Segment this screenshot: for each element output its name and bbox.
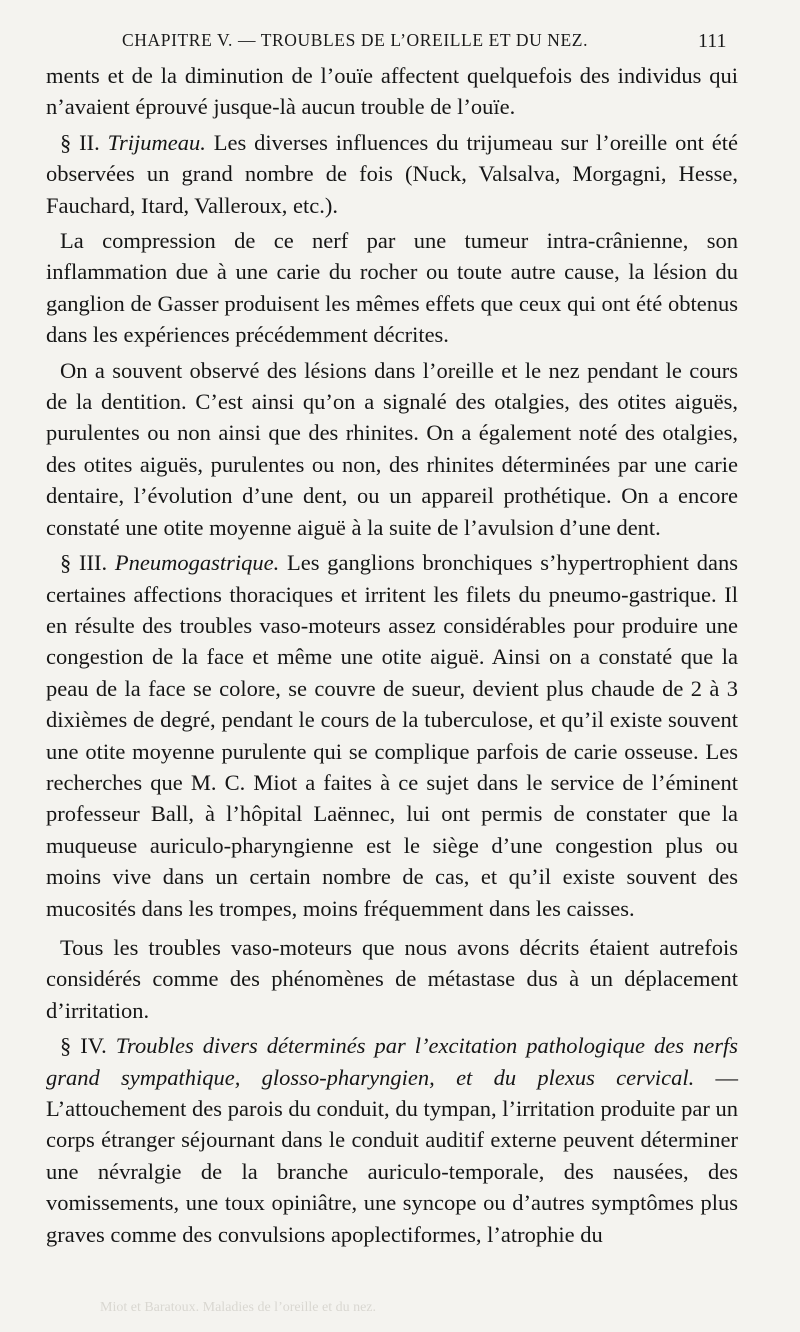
section-trijumeau <box>46 127 738 221</box>
paragraph-text: ments et de la diminution de l’ouïe affectent quelquefois des individus qui n’avaient éprouvé jusque-là aucun trouble de l’ouïe. <box>46 63 738 120</box>
paragraph-text: La compression de ce nerf par une tumeur intra-crânienne, son inflammation due à une carie du rocher ou toute autre cause, la lésion du ganglion de Gasser produisent les mêmes effets que ceux qui ont été obtenus dans les expériences précédemment décrites. <box>46 228 738 348</box>
paragraph-text: On a souvent observé des lésions dans l’oreille et le nez pendant le cours de la dentition. C’est ainsi qu’on a signalé des otalgies, des otites aiguës, purulentes ou non ainsi que des rhinites. On a également noté des otalgies, des otites aiguës, purulentes ou non, des rhinites déterminées par une carie dentaire, l’évolution d’une dent, ou un appareil prothétique. On a encore constaté une otite moyenne aiguë à la suite de l’avulsion d’une dent. <box>46 357 738 540</box>
paragraph-text: — L’attouchement des parois du conduit, du tympan, l’irritation produite par un corps étranger séjournant dans le conduit auditif externe peuvent déterminer une névralgie de la branche auriculo-temporale, des nausées, des vomissements, une toux opiniâtre, une syncope ou d’autres symptômes plus graves comme des convulsions apoplectiformes, l’atrophie du <box>46 1064 738 1247</box>
section-number: § II. <box>60 129 100 155</box>
section-troubles-divers <box>46 1030 738 1250</box>
body-text <box>46 60 738 1250</box>
footer-bleed-through: Miot et Baratoux. Maladies de l’oreille et du nez. <box>100 1300 377 1315</box>
running-head: CHAPITRE V. — TROUBLES DE L’OREILLE ET DU NEZ. <box>122 30 589 50</box>
paragraph-dentition <box>46 355 738 543</box>
section-title: Troubles divers déterminés par l’excitation pathologique des nerfs grand sympathique, glosso-pharyngien, et du plexus cervical. <box>46 1033 739 1090</box>
section-number: § IV. <box>60 1033 107 1059</box>
paragraph-continuation <box>46 60 738 123</box>
paragraph-text: Tous les troubles vaso-moteurs que nous avons décrits étaient autrefois considérés comme des phénomènes de métastase dus à un déplacement d’irritation. <box>46 934 738 1023</box>
paragraph-text: Les diverses influences du trijumeau sur l’oreille ont été observées un grand nombre de fois (Nuck, Valsalva, Morgagni, Hesse, Fauchard, Itard, Valleroux, etc.). <box>46 129 739 218</box>
section-title: Trijumeau. <box>107 129 206 155</box>
page-header <box>0 30 800 60</box>
paragraph-vaso-moteurs <box>46 932 738 1026</box>
paragraph-text: Les ganglions bronchiques s’hypertrophient dans certaines affections thoraciques et irritent les filets du pneumo-gastrique. Il en résulte des troubles vaso-moteurs assez considérables pour produire une congestion de la face et même une otite aiguë. Ainsi on a constaté que la peau de la face se colore, se couvre de sueur, devient plus chaude de 2 à 3 dixièmes de degré, pendant le cours de la tuberculose, et qu’il existe souvent une otite moyenne purulente qui se complique parfois de carie osseuse. Les recherches que M. C. Miot a faites à ce sujet dans le service de l’éminent professeur Ball, à l’hôpital Laënnec, lui ont permis de constater que la muqueuse auriculo-pharyngienne est le siège d’une congestion plus ou moins vive dans un certain nombre de cas, et qu’il existe souvent des mucosités dans les trompes, moins fréquemment dans les caisses. <box>46 550 738 921</box>
section-title: Pneumogastrique. <box>114 550 280 576</box>
section-pneumogastrique <box>46 547 738 924</box>
paragraph-compression <box>46 225 738 351</box>
section-number: § III. <box>60 550 108 576</box>
page-number: 111 <box>698 30 727 52</box>
